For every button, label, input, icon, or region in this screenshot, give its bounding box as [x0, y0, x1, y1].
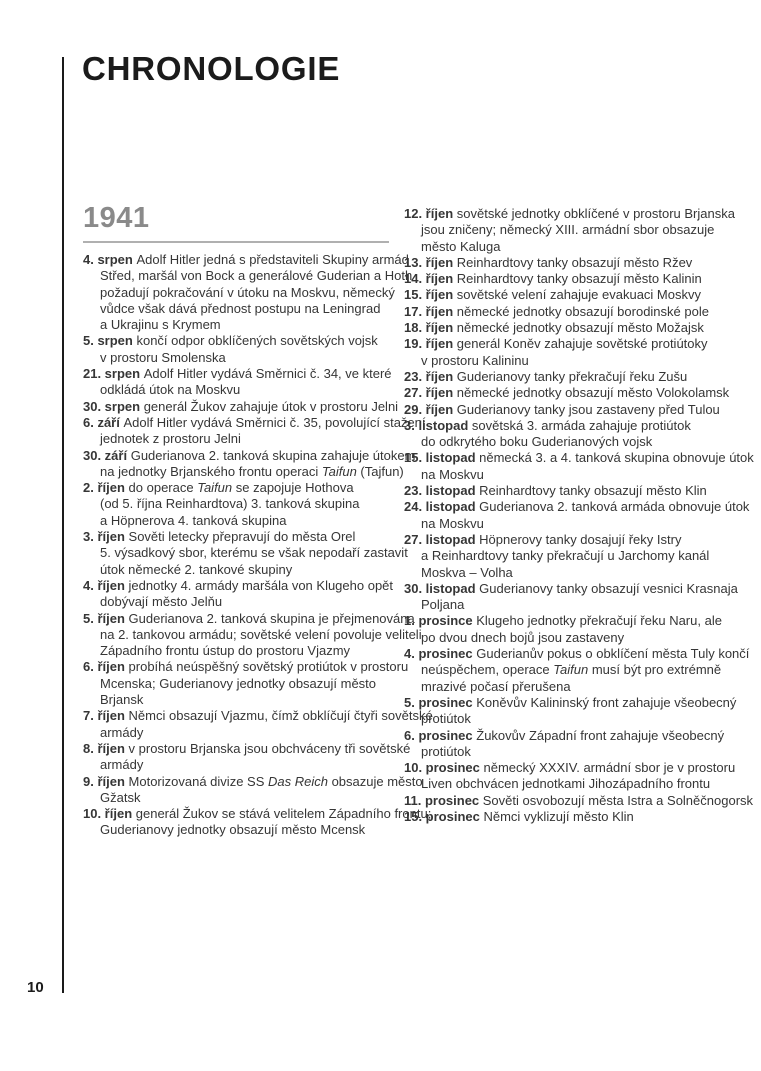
- entry-text: sovětské jednotky obklíčené v prostoru Brjanska: [456, 206, 735, 221]
- entry-text: jsou zničeny; německý XIII. armádní sbor obsazuje: [421, 222, 715, 238]
- entry-date: 30. září: [83, 447, 131, 463]
- entry-text: německé jednotky obsazují město Volokolamsk: [456, 385, 730, 401]
- timeline-entry: [404, 450, 754, 483]
- timeline-entry: [83, 399, 401, 415]
- entry-text: Liven obchvácen jednotkami Jihozápadního frontu: [421, 776, 711, 792]
- entry-first-line: [404, 499, 750, 515]
- entry-first-line: [83, 529, 401, 545]
- entry-continuation-line: [83, 692, 401, 708]
- entry-first-line: [404, 532, 722, 548]
- timeline-entry: [83, 252, 413, 333]
- entry-date: 4. srpen: [83, 252, 137, 267]
- entry-text: Reinhardtovy tanky obsazují město Klin: [479, 483, 707, 499]
- entry-first-line: [404, 402, 722, 418]
- entry-date: 27. říjen: [404, 385, 457, 401]
- timeline-entry: [83, 529, 408, 578]
- entry-first-line: [83, 399, 401, 415]
- entry-continuation-line: [83, 268, 413, 284]
- entry-continuation-line: [83, 626, 422, 643]
- entry-text: generál Žukov se stává velitelem Západního frontu;: [135, 806, 432, 822]
- entry-text: armády: [100, 724, 144, 740]
- timeline-entry: [404, 402, 722, 418]
- timeline-entry: [83, 610, 422, 660]
- entry-text: neúspěchem, operace: [421, 662, 554, 678]
- timeline-entry: [404, 646, 750, 695]
- entry-text-italic: Taifun: [321, 463, 357, 479]
- entry-date: 7. říjen: [83, 708, 129, 724]
- entry-first-line: [404, 336, 722, 352]
- entry-date: 15. listopad: [404, 450, 480, 466]
- entry-date: 30. srpen: [83, 398, 144, 414]
- entry-date: 17. říjen: [404, 303, 457, 319]
- entry-text: Mcenska; Guderianovy jednotky obsazují město: [100, 675, 377, 691]
- entry-text: Guderianovy tanky obsazují vesnici Krasnaja: [479, 580, 738, 596]
- entry-first-line: [404, 385, 730, 401]
- entry-first-line: [404, 255, 722, 271]
- entry-first-line: [83, 708, 433, 724]
- entry-text: protiútok: [421, 711, 471, 727]
- entry-first-line: [83, 610, 415, 627]
- entry-text: Adolf Hitler jedná s představiteli Skupiny armád: [136, 252, 409, 267]
- entry-first-line: [404, 369, 722, 385]
- entry-continuation-line: [83, 496, 401, 512]
- entry-date: 1. prosince: [404, 613, 477, 629]
- entry-continuation-line: [404, 565, 722, 581]
- entry-date: 9. říjen: [83, 773, 129, 789]
- entry-continuation-line: [404, 630, 722, 646]
- timeline-entry: [83, 806, 432, 839]
- page-title: CHRONOLOGIE: [82, 50, 341, 87]
- entry-continuation-line: [83, 301, 401, 317]
- timeline-entry: [83, 659, 409, 708]
- entry-text: na Moskvu: [421, 515, 484, 531]
- timeline-entry: [404, 336, 722, 369]
- entry-first-line: [83, 366, 401, 382]
- entry-text: Klugeho jednotky překračují řeku Naru, ale: [476, 613, 722, 629]
- entry-text: německé jednotky obsazují město Možajsk: [456, 320, 704, 336]
- entry-date: 10. říjen: [83, 806, 136, 822]
- entry-text: a Reinhardtovy tanky překračují u Jarchomy kanál: [421, 548, 710, 564]
- timeline-entry: [83, 447, 416, 481]
- timeline-entry: [404, 418, 722, 451]
- entry-date: 5. srpen: [83, 333, 137, 349]
- entry-text: Guderianovy tanky překračují řeku Zušu: [456, 368, 688, 384]
- timeline-entry: [404, 809, 722, 825]
- entry-date: 14. říjen: [404, 271, 457, 287]
- entry-date: 4. říjen: [83, 577, 129, 593]
- entry-text: Brjansk: [100, 692, 144, 708]
- entry-date: 23. říjen: [404, 368, 457, 384]
- entry-text: dobývají město Jelňu: [100, 594, 223, 610]
- timeline-entry: [404, 271, 722, 287]
- entry-text-italic: Das Reich: [267, 773, 328, 789]
- entry-first-line: [404, 206, 735, 222]
- timeline-entry: [83, 333, 401, 366]
- timeline-entry: [404, 694, 737, 728]
- entry-first-line: [404, 320, 722, 336]
- entry-text: mrazivé počasí přerušena: [421, 678, 571, 694]
- entry-text: do odkrytého boku Guderianových vojsk: [421, 434, 653, 450]
- entry-date: 5. říjen: [83, 610, 129, 626]
- entry-text: (Tajfun): [356, 463, 404, 479]
- entry-continuation-line: [83, 643, 401, 659]
- entry-text: na jednotky Brjanského frontu operaci: [100, 463, 322, 479]
- entry-continuation-line: [83, 725, 401, 741]
- entry-text: obsazuje město: [327, 773, 423, 789]
- entry-date: 6. září: [83, 414, 124, 430]
- entry-continuation-line: [83, 562, 401, 578]
- timeline-entry: [404, 483, 722, 499]
- entry-text: Střed, maršál von Bock a generálové Guderian a Hoth: [100, 268, 413, 284]
- entry-continuation-line: [83, 285, 401, 301]
- entry-text: město Kaluga: [421, 238, 501, 254]
- entry-date: 18. říjen: [404, 320, 457, 336]
- entry-date: 21. srpen: [83, 366, 144, 382]
- entry-first-line: [83, 806, 432, 822]
- entry-text: německý XXXIV. armádní sbor je v prostoru: [483, 760, 736, 776]
- entry-text: na Moskvu: [421, 466, 484, 482]
- timeline-entry: [404, 792, 754, 809]
- entry-continuation-line: [404, 776, 722, 792]
- entry-text: probíhá neúspěšný sovětský protiútok v prostoru: [128, 659, 409, 675]
- entry-continuation-line: [83, 463, 404, 480]
- timeline-entry: [404, 727, 725, 761]
- timeline-entry: [404, 580, 738, 614]
- timeline-column-right: [404, 206, 754, 825]
- entry-date: 8. říjen: [83, 740, 129, 756]
- timeline-entry: [404, 206, 735, 255]
- entry-first-line: [83, 773, 423, 790]
- entry-first-line: [83, 578, 401, 594]
- entry-text: Motorizovaná divize SS: [128, 773, 268, 789]
- entry-continuation-line: [404, 467, 722, 483]
- entry-continuation-line: [83, 513, 401, 529]
- entry-continuation-line: [83, 545, 408, 561]
- entry-text: Západního frontu ústup do prostoru Vjazmy: [100, 643, 351, 659]
- left-margin-rule: [62, 57, 64, 993]
- entry-text: sovětské velení zahajuje evakuaci Moskvy: [456, 287, 701, 303]
- entry-text: (od 5. října Reinhardtova) 3. tanková skupina: [100, 496, 360, 512]
- entry-first-line: [404, 727, 725, 744]
- entry-text: Guderianovy jednotky obsazují město Mcensk: [100, 822, 366, 838]
- entry-first-line: [83, 659, 409, 675]
- timeline-entry: [83, 480, 401, 529]
- entry-text: Guderianovy tanky jsou zastaveny před Tulou: [456, 401, 720, 417]
- entry-date: 30. listopad: [404, 580, 480, 596]
- entry-first-line: [83, 252, 409, 268]
- entry-continuation-line: [83, 594, 401, 610]
- timeline-entry: [83, 773, 423, 807]
- entry-first-line: [404, 613, 722, 629]
- entry-text: Adolf Hitler vydává Směrnici č. 35, povolující stažení: [123, 414, 426, 430]
- timeline-entry: [404, 320, 722, 336]
- entry-text: generál Koněv zahajuje sovětské protiútoky: [456, 336, 708, 352]
- entry-text-italic: Taifun: [197, 480, 233, 496]
- entry-text: jednotky 4. armády maršála von Klugeho opět: [128, 577, 394, 593]
- entry-continuation-line: [404, 744, 722, 760]
- page-number: 10: [27, 979, 44, 996]
- entry-continuation-line: [404, 222, 722, 238]
- entry-date: 6. prosinec: [404, 727, 477, 743]
- entry-continuation-line: [404, 679, 722, 695]
- entry-text: útok německé 2. tankové skupiny: [100, 561, 293, 577]
- timeline-entry: [83, 366, 401, 399]
- entry-date: 13. říjen: [404, 254, 457, 270]
- entry-date: 12. říjen: [404, 206, 457, 221]
- entry-text: Moskva – Volha: [421, 564, 513, 580]
- entry-continuation-line: [83, 676, 401, 692]
- entry-date: 4. prosinec: [404, 646, 477, 662]
- entry-text: Gžatsk: [100, 789, 141, 805]
- entry-text: německé jednotky obsazují borodinské pole: [456, 303, 709, 319]
- timeline-entry: [404, 613, 722, 646]
- entry-text: Sověti letecky přepravují do města Orel: [128, 529, 356, 545]
- entry-text: Poljana: [421, 597, 465, 613]
- entry-continuation-line: [83, 822, 401, 838]
- timeline-entry: [83, 740, 411, 774]
- entry-first-line: [404, 418, 722, 434]
- entry-first-line: [83, 447, 416, 464]
- entry-first-line: [404, 809, 722, 825]
- timeline-entry: [404, 760, 736, 793]
- entry-text: Höpnerovy tanky dosajují řeky Istry: [479, 531, 682, 547]
- entry-date: 24. listopad: [404, 499, 480, 515]
- entry-text: Žukovův Západní front zahajuje všeobecný: [476, 727, 725, 743]
- entry-first-line: [83, 740, 411, 757]
- entry-date: 2. říjen: [83, 480, 129, 496]
- entry-date: 5. prosinec: [404, 694, 477, 710]
- entry-date: 11. prosinec: [404, 792, 483, 808]
- entry-text: Adolf Hitler vydává Směrnici č. 34, ve které: [143, 366, 392, 382]
- entry-continuation-line: [404, 548, 722, 564]
- entry-text: Němci obsazují Vjazmu, čímž obklíčují čtyři sovětské: [128, 708, 433, 724]
- entry-first-line: [404, 304, 722, 320]
- entry-date: 15. prosinec: [404, 808, 484, 824]
- timeline-entry: [404, 385, 730, 401]
- entry-text: Guderianova 2. tanková armáda obnovuje útok: [479, 499, 750, 515]
- entry-continuation-line: [404, 662, 722, 678]
- year-heading: 1941: [83, 202, 150, 234]
- entry-text: 5. výsadkový sbor, kterému se však nepodaří zastavit: [100, 545, 408, 561]
- entry-text: Koněvův Kalininský front zahajuje všeobecný: [476, 694, 737, 710]
- entry-first-line: [404, 792, 754, 809]
- timeline-entry: [404, 369, 722, 385]
- entry-continuation-line: [83, 317, 401, 333]
- entry-first-line: [404, 580, 738, 597]
- entry-text-italic: Taifun: [553, 662, 589, 678]
- entry-continuation-line: [83, 350, 401, 366]
- entry-text: požadují pokračování v útoku na Moskvu, německý: [100, 284, 395, 300]
- entry-text: jednotek z prostoru Jelni: [100, 431, 241, 447]
- entry-text: armády: [100, 757, 144, 773]
- entry-first-line: [404, 646, 750, 662]
- entry-continuation-line: [83, 790, 401, 806]
- entry-text: Guderianova 2. tanková skupina zahajuje útokem: [130, 447, 416, 463]
- entry-first-line: [404, 694, 737, 711]
- entry-text: Sověti osvobozují města Istra a Solněčnogorsk: [482, 792, 754, 808]
- entry-date: 3. listopad: [404, 417, 472, 433]
- entry-date: 10. prosinec: [404, 760, 484, 776]
- entry-first-line: [404, 271, 722, 287]
- entry-text: Němci vyklizují město Klin: [483, 808, 634, 824]
- entry-first-line: [404, 483, 722, 499]
- entry-continuation-line: [404, 516, 722, 532]
- entry-text: Guderianův pokus o obklíčení města Tuly končí: [476, 646, 750, 662]
- entry-first-line: [83, 414, 426, 431]
- entry-first-line: [404, 760, 736, 776]
- entry-text: protiútok: [421, 743, 471, 759]
- entry-text: vůdce však dává přednost postupu na Leningrad: [100, 300, 381, 316]
- entry-continuation-line: [83, 431, 401, 447]
- entry-date: 15. říjen: [404, 287, 457, 303]
- timeline-entry: [404, 532, 722, 581]
- entry-continuation-line: [404, 711, 722, 727]
- entry-text: Reinhardtovy tanky obsazují město Kalinin: [456, 271, 702, 287]
- entry-first-line: [83, 333, 401, 349]
- entry-text: se zapojuje Hothova: [232, 480, 354, 496]
- entry-continuation-line: [83, 382, 401, 398]
- entry-text: Guderianova 2. tanková skupina je přejmenována: [128, 610, 415, 626]
- timeline-entry: [83, 578, 401, 611]
- timeline-entry: [83, 708, 433, 741]
- entry-date: 23. listopad: [404, 483, 480, 499]
- entry-text: v prostoru Smolenska: [100, 349, 226, 365]
- entry-continuation-line: [404, 597, 722, 613]
- entry-first-line: [404, 450, 754, 466]
- entry-date: 3. říjen: [83, 529, 129, 545]
- entry-first-line: [83, 480, 401, 496]
- timeline-entry: [83, 414, 426, 448]
- entry-text: v prostoru Kalininu: [421, 352, 529, 368]
- entry-text: musí být pro extrémně: [588, 662, 722, 678]
- entry-date: 6. říjen: [83, 659, 129, 675]
- entry-text: a Höpnerova 4. tanková skupina: [100, 512, 287, 528]
- entry-text: do operace: [128, 480, 198, 496]
- entry-first-line: [404, 287, 722, 303]
- entry-text: na 2. tankovou armádu; sovětské velení povoluje veliteli: [100, 626, 422, 642]
- timeline-entry: [404, 304, 722, 320]
- timeline-entry: [404, 287, 722, 303]
- entry-continuation-line: [404, 239, 722, 255]
- entry-text: sovětská 3. armáda zahajuje protiútok: [471, 417, 691, 433]
- entry-continuation-line: [404, 434, 722, 450]
- entry-date: 19. říjen: [404, 336, 457, 352]
- entry-text: generál Žukov zahajuje útok v prostoru Jelni: [143, 398, 399, 414]
- entry-continuation-line: [83, 757, 401, 773]
- timeline-entry: [404, 255, 722, 271]
- entry-date: 29. říjen: [404, 401, 457, 417]
- timeline-entry: [404, 499, 750, 532]
- entry-continuation-line: [404, 353, 722, 369]
- entry-text: v prostoru Brjanska jsou obchváceny tři sovětské: [128, 740, 411, 756]
- entry-text: odkládá útok na Moskvu: [100, 382, 241, 398]
- entry-date: 27. listopad: [404, 531, 480, 547]
- year-heading-rule: [83, 241, 389, 243]
- entry-text: po dvou dnech bojů jsou zastaveny: [421, 629, 625, 645]
- entry-text: a Ukrajinu s Krymem: [100, 317, 221, 333]
- entry-text: Reinhardtovy tanky obsazují město Ržev: [456, 254, 693, 270]
- entry-text: končí odpor obklíčených sovětských vojsk: [136, 333, 378, 349]
- entry-text: německá 3. a 4. tanková skupina obnovuje útok: [479, 450, 754, 466]
